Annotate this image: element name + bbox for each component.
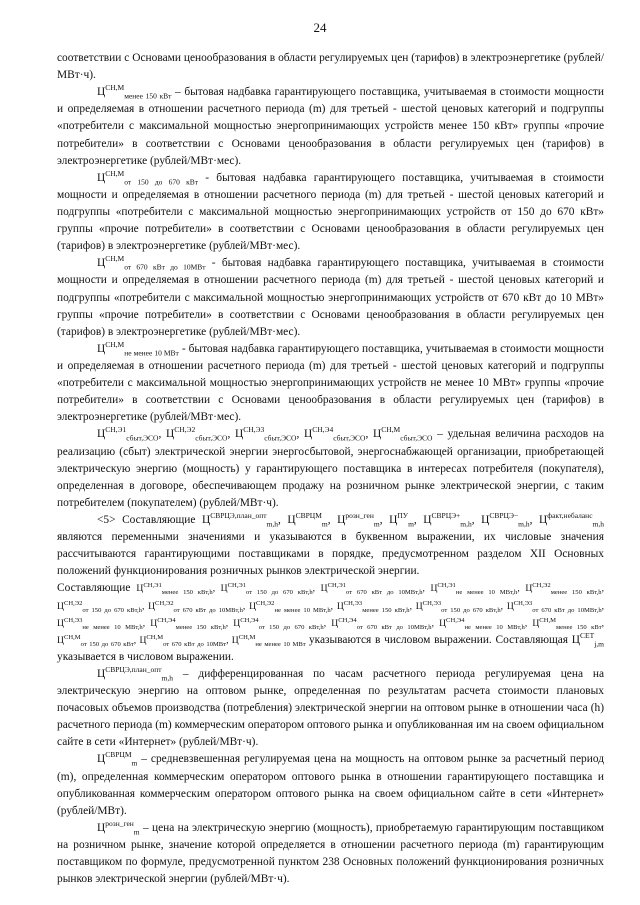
components-lead: Составляющие (57, 582, 137, 595)
formula-symbol: $Ц^{СН,Э2}_{менее 150 кВт,h}$ (525, 582, 602, 597)
formula-separator: , (330, 600, 337, 612)
formula-separator: , (323, 617, 332, 629)
formula-separator: , (225, 617, 234, 629)
formula-symbol: $Ц^{СН,Э4}_{от 150 до 670 кВт,h}$ (233, 616, 324, 631)
formula-separator: , (524, 617, 533, 629)
definition-paragraph (57, 751, 604, 819)
definition-paragraph (57, 170, 604, 256)
formula-separator: , (365, 428, 373, 441)
page-body (57, 50, 604, 888)
formula-symbol: $Ц^{СН,Э3}_{менее 150 кВт,h}$ (336, 599, 410, 614)
formula-separator: , (431, 617, 440, 629)
formula-symbol: $Ц^{СН,М}_{от 150 до 670 кВт}$ (97, 168, 199, 187)
formula-separator: , (158, 428, 166, 441)
formula-symbol: $Ц^{СН,Э1}_{сбыт,ЭСО}$ (97, 425, 159, 443)
note-paragraph (57, 512, 604, 580)
formula-separator: , (133, 634, 140, 646)
formula-symbol: $Ц^{СН,Э1}_{от 150 до 670 кВт,h}$ (220, 582, 313, 597)
components-text: указываются в числовом выражении. Составляющая (308, 633, 572, 646)
definition-text: – бытовая надбавка гарантирующего поставщика, учитываемая в стоимости мощности и определяемая в отношении расчетного периода (m) для третьей - шестой ценовых категорий и подгруппы «потребители с максимальной мощностью энергопринимающих устройств менее 150 кВт» группы «прочие потребители» в соответствии с Основами ценообразования в области регулируемых цен (тарифов) в электроэнергетике (рублей/МВт·мес). (57, 86, 604, 167)
formula-symbol: $Ц^{розн\_ген}_m$ (337, 511, 380, 529)
definition-text: - бытовая надбавка гарантирующего поставщика, учитываемая в стоимости мощности и определяемая в отношении расчетного периода (m) для третьей - шестой ценовых категорий и подгруппы «потребители с максимальной мощностью энергопринимающих устройств от 670 кВт до 10 МВт» группы «прочие потребители» в соответствии с Основами ценообразования в области регулируемых цен (тарифов) в электроэнергетике (рублей/МВт·мес). (57, 257, 604, 338)
formula-symbol: $Ц^{СН,Э3}_{от 150 до 670 кВт,h}$ (415, 599, 501, 614)
formula-symbol: $Ц^{ПУ}_m$ (389, 511, 414, 529)
formula-symbol: $Ц^{СН,Э2}_{от 670 кВт до 10МВт,h}$ (148, 599, 243, 614)
formula-symbol: $Ц^{СН,Э2}_{сбыт,ЭСО}$ (166, 425, 228, 443)
formula-separator: , (296, 428, 304, 441)
formula-separator: , (226, 634, 232, 646)
formula-separator: , (379, 513, 390, 526)
formula-separator: , (601, 583, 605, 595)
formula-symbol: $Ц^{СН,Э2}_{от 150 до 670 кВт,h}$ (57, 599, 142, 614)
formula-symbol: $Ц^{СН,Э3}_{не менее 10 МВт,h}$ (57, 616, 143, 631)
definition-text: - бытовая надбавка гарантирующего поставщика, учитываемая в стоимости мощности и определяемая в отношении расчетного периода (m) для третьей - шестой ценовых категорий и подгруппы «потребители с максимальной мощностью энергопринимающих устройств от 150 до 670 кВт» группы «прочие потребители» в соответствии с Основами ценообразования в области регулируемых цен (тарифов) в электроэнергетике (рублей/МВт·мес). (57, 171, 604, 253)
paragraph-continuation (57, 50, 604, 84)
formula-symbol: $Ц^{розн\_ген}_m$ (97, 819, 140, 837)
formula-symbol: $Ц^{СВРЦЭ,план\_опт}_{m,h}$ (97, 665, 174, 683)
formula-symbol: $Ц^{СН,Э4}_{менее 150 кВт,h}$ (150, 616, 226, 631)
formula-separator: , (141, 600, 149, 612)
formula-symbol: $Ц^{СН,М}_{менее 150 кВт}$ (532, 616, 602, 631)
formula-symbol: $Ц^{СН,Э3}_{от 670 кВт до 10МВт,h}$ (506, 599, 602, 614)
page-number: 24 (313, 20, 327, 35)
formula-symbol: $Ц^{СН,Э4}_{от 670 кВт до 10МВт,h}$ (331, 616, 432, 631)
formula-symbol: $Ц^{СН,Э1}_{не менее 10 МВт,h}$ (430, 582, 518, 597)
formula-separator: , (278, 513, 288, 526)
formula-separator: , (500, 600, 507, 612)
formula-symbol-group (201, 511, 604, 529)
formula-symbol: $Ц^{СН,М}_{не менее 10 МВт}$ (231, 633, 306, 648)
formula-separator: , (312, 583, 321, 595)
note-lead: <5> Составляющие (97, 513, 202, 526)
formula-separator: , (517, 583, 526, 595)
formula-separator: , (422, 583, 431, 595)
definition-paragraph (57, 426, 604, 512)
formula-symbol: $Ц^{СН,М}_{не менее 10 МВт}$ (97, 340, 179, 358)
formula-symbol: $Ц^{СН,М}_{от 670 кВт до 10МВт}$ (97, 254, 206, 272)
components-text: указывается в числовом выражении. (57, 650, 234, 663)
formula-symbol: $Ц^{СЕТ}_{j,m}$ (571, 630, 604, 648)
formula-separator: , (142, 617, 151, 629)
formula-symbol: $Ц^{СН,Э2}_{не менее 10 МВт,h}$ (249, 599, 331, 614)
formula-symbol-group (97, 425, 437, 443)
definition-text: – цена на электрическую энергию (мощность), приобретаемую гарантирующим поставщиком на розничном рынке, значение которой определяется в отношении расчетного периода (m) гарантирующим поставщиком по формуле, предусмотренной пунктом 238 Основных положений функционирования розничных рынков электрической энергии (рублей/МВт·ч). (57, 821, 604, 886)
formula-symbol: $Ц^{СВРЦМ}_m$ (97, 750, 138, 768)
formula-separator: , (242, 600, 250, 612)
definition-paragraph (57, 666, 604, 752)
formula-separator: , (227, 428, 235, 441)
definition-text: – удельная величина расходов на реализацию (сбыт) электрической энергии энергосбытовой, энергоснабжающей организации, приобретающей электрическую энергию (мощность) у гарантирующего поставщика в интересах потребителя (покупателя), определенная в договоре, обеспечивающем продажу на розничном рынке электрической энергии, с таким потребителем (покупателем) (рублей/МВт·ч). (57, 428, 605, 509)
formula-symbol: $Ц^{СВРЦМ}_m$ (287, 511, 328, 529)
formula-symbol: $Ц^{СВРЦЭ-}_{m,h}$ (481, 511, 530, 529)
formula-separator: , (413, 513, 424, 526)
formula-symbol: $Ц^{СН,М}_{от 670 кВт до 10МВт}$ (139, 633, 227, 648)
formula-separator: , (327, 513, 338, 526)
formula-separator: , (409, 600, 416, 612)
note-text: являются переменными значениями и указываются в буквенном выражении, их числовые значения рассчитываются гарантирующими поставщиками в порядке, предусмотренном разделом XII Основных положений функционирования розничных рынков электрической энергии. (57, 531, 604, 578)
definition-text: – дифференцированная по часам расчетного периода регулируемая цена на электрическую энергию на оптовом рынке, определенная по результатам расчета стоимости плановых почасовых объемов производства (потребления) электрической энергии на оптовом рынке в отношении часа (h) расчетного периода (m) коммерческим оператором оптового рынка и опубликованная им на своем официальном сайте в сети «Интернет» (рублей/МВт·ч). (57, 667, 604, 749)
formula-separator: , (529, 513, 539, 526)
definition-text: - бытовая надбавка гарантирующего поставщика, учитываемая в стоимости мощности и определяемая в отношении расчетного периода (m) для третьей - шестой ценовых категорий и подгруппы «потребители с максимальной мощностью энергопринимающих устройств не менее 10 МВт» группы «прочие потребители» в соответствии с Основами ценообразования в области регулируемых цен (тарифов) в электроэнергетике (рублей/МВт·мес). (57, 342, 604, 424)
definition-paragraph (57, 341, 604, 427)
formula-symbol: $Ц^{факт,небаланс}_{m,h}$ (539, 511, 604, 529)
formula-symbol: $Ц^{СН,М}_{менее 150 кВт}$ (97, 83, 172, 101)
definition-paragraph (57, 255, 604, 341)
formula-symbol: $Ц^{СН,М}_{от 150 до 670 кВт}$ (57, 633, 134, 648)
formula-separator: , (601, 600, 605, 612)
formula-symbol: $Ц^{СН,Э4}_{сбыт,ЭСО}$ (304, 425, 366, 443)
formula-symbol: $Ц^{СН,Э4}_{не менее 10 МВт,h}$ (439, 616, 525, 631)
components-paragraph (57, 580, 604, 666)
formula-separator: , (601, 617, 605, 629)
definition-text: – средневзвешенная регулируемая цена на мощность на оптовом рынке за расчетный период (m), определенная коммерческим оператором оптового рынка в отношении гарантирующего поставщика и опубликованная коммерческим оператором оптового рынка на своем официальном сайте в сети «Интернет» (рублей/МВт). (57, 753, 604, 817)
formula-symbol: $Ц^{СН,Э1}_{от 670 кВт до 10МВт,h}$ (320, 582, 423, 597)
definition-paragraph (57, 84, 604, 170)
formula-symbol: $Ц^{СН,Э1}_{менее 150 кВт,h}$ (136, 582, 213, 597)
formula-symbol: $Ц^{СВРЦЭ+}_{m,h}$ (423, 511, 472, 529)
formula-symbol: $Ц^{СН,М}_{сбыт,ЭСО}$ (373, 425, 433, 443)
definition-paragraph (57, 820, 604, 888)
formula-symbol: $Ц^{СН,Э3}_{сбыт,ЭСО}$ (235, 425, 297, 443)
formula-separator: , (212, 583, 221, 595)
formula-separator: , (471, 513, 482, 526)
paragraph-text: соответствии с Основами ценообразования в области регулируемых цен (тарифов) в электроэнергетике (рублей/МВт·ч). (57, 52, 604, 82)
formula-symbol: $Ц^{СВРЦЭ,план\_опт}_{m,h}$ (201, 511, 278, 529)
